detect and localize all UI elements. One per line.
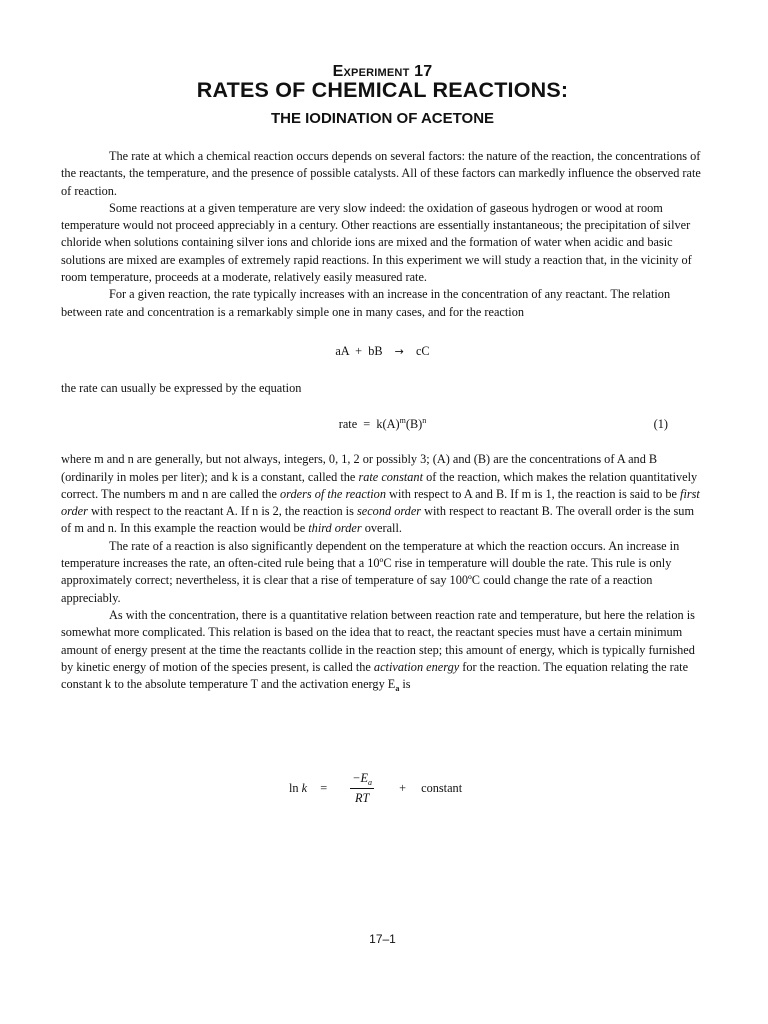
term-second-order: second order bbox=[356, 504, 422, 519]
p5-text-6: overall. bbox=[361, 521, 402, 536]
p5-text-2: of the reaction, which makes the relation quantitatively correct. The numbers m and n are called the bbox=[61, 469, 698, 501]
term-first-order: first order bbox=[61, 486, 700, 519]
fraction-numerator bbox=[350, 770, 374, 789]
term-activation-energy: activation energy bbox=[373, 659, 460, 674]
document-page bbox=[61, 0, 704, 1024]
term-orders-of-reaction: orders of the reaction bbox=[279, 486, 386, 501]
page-title: RATES OF CHEMICAL REACTIONS: bbox=[196, 78, 569, 102]
numerator-subscript: a bbox=[368, 778, 373, 787]
experiment-label: Experiment 17 bbox=[332, 63, 433, 80]
reaction-right: cC bbox=[415, 343, 430, 358]
arrhenius-fraction bbox=[350, 770, 374, 808]
rate-exp-m: m bbox=[399, 416, 406, 426]
body-text bbox=[61, 148, 704, 693]
arrhenius-equals: = bbox=[320, 781, 328, 796]
p7-text-2: for the reaction. The equation relating the rate constant k to the absolute temperature T and the activation energy E bbox=[61, 659, 689, 692]
reaction-equation bbox=[61, 343, 704, 360]
arrhenius-plus: + bbox=[399, 781, 407, 796]
paragraph-5 bbox=[61, 451, 704, 537]
term-third-order: third order bbox=[308, 521, 362, 536]
p7-text-3: is bbox=[399, 677, 411, 692]
rate-lhs: rate = k(A) bbox=[338, 417, 400, 432]
arrhenius-constant: constant bbox=[421, 781, 463, 796]
numerator-text: −E bbox=[352, 771, 369, 785]
p5-text-5: with respect to reactant B. The overall order is the sum of m and n. In this example the reaction would be bbox=[61, 504, 695, 536]
rate-exp-n: n bbox=[422, 416, 427, 426]
paragraph-7 bbox=[61, 607, 704, 693]
rate-equation bbox=[61, 416, 704, 433]
equation-number: (1) bbox=[653, 417, 668, 432]
paragraph-2: Some reactions at a given temperature are very slow indeed: the oxidation of gaseous hydrogen or wood at room temperature would not proceed appreciably in a century. Other reactions are essentially instantaneous; the precipitation of silver chloride when solutions containing silver ions and chloride ions are mixed and the formation of water when acidic and basic solutions are mixed are examples of extremely rapid reactions. In this experiment we will study a reaction that, in the vicinity of room temperature, proceeds at a moderate, relatively easily measured rate. bbox=[61, 200, 692, 285]
fraction-denominator: RT bbox=[354, 791, 370, 806]
reaction-arrow-icon: → bbox=[394, 344, 404, 358]
term-rate-constant: rate constant bbox=[358, 469, 423, 484]
p5-text-4: with respect to the reactant A. If n is 2, the reaction is bbox=[87, 504, 357, 519]
paragraph-4: the rate can usually be expressed by the equation bbox=[61, 380, 302, 395]
p7-subscript-a: a bbox=[395, 684, 400, 694]
p5-text-1: where m and n are generally, but not always, integers, 0, 1, 2 or possibly 3; (A) and (B) are the concentrations of A and B (ordinarily in moles per liter); and k is a constant, called the bbox=[61, 452, 658, 484]
page-subtitle: THE IODINATION OF ACETONE bbox=[270, 110, 495, 127]
paragraph-6: The rate of a reaction is also significantly dependent on the temperature at which the reaction occurs. An increase in temperature increases the rate, an often-cited rule being that a 10ºC rise in temperature will double the rate. This rule is only approximately correct; nevertheless, it is clear that a rise of temperature of say 100ºC could change the rate of a reaction appreciably. bbox=[61, 538, 680, 605]
arrhenius-k: k bbox=[301, 781, 308, 796]
arrhenius-ln: ln bbox=[289, 781, 299, 796]
paragraph-3: For a given reaction, the rate typically increases with an increase in the concentration of any reactant. The relation between rate and concentration is a remarkably simple one in many cases, and for the reaction bbox=[61, 287, 671, 319]
page-number: 17–1 bbox=[369, 932, 396, 946]
rate-mid: (B) bbox=[405, 417, 423, 432]
arrhenius-equation bbox=[289, 770, 462, 810]
p7-text-1: As with the concentration, there is a quantitative relation between reaction rate and temperature, but here the relation is somewhat more complicated. This relation is based on the idea that to react, the reactant species must have a certain minimum amount of energy present at the time the reactants collide in the reaction step; this amount of energy, which is typically furnished by kinetic energy of motion of the species present, is called the bbox=[61, 607, 695, 674]
paragraph-1: The rate at which a chemical reaction occurs depends on several factors: the nature of the reaction, the concentrations of the reactants, the temperature, and the presence of possible catalysts. All of these factors can markedly influence the observed rate of reaction. bbox=[61, 149, 701, 198]
p5-text-3: with respect to A and B. If m is 1, the reaction is said to be bbox=[385, 486, 681, 501]
reaction-left: aA + bB bbox=[335, 343, 383, 358]
